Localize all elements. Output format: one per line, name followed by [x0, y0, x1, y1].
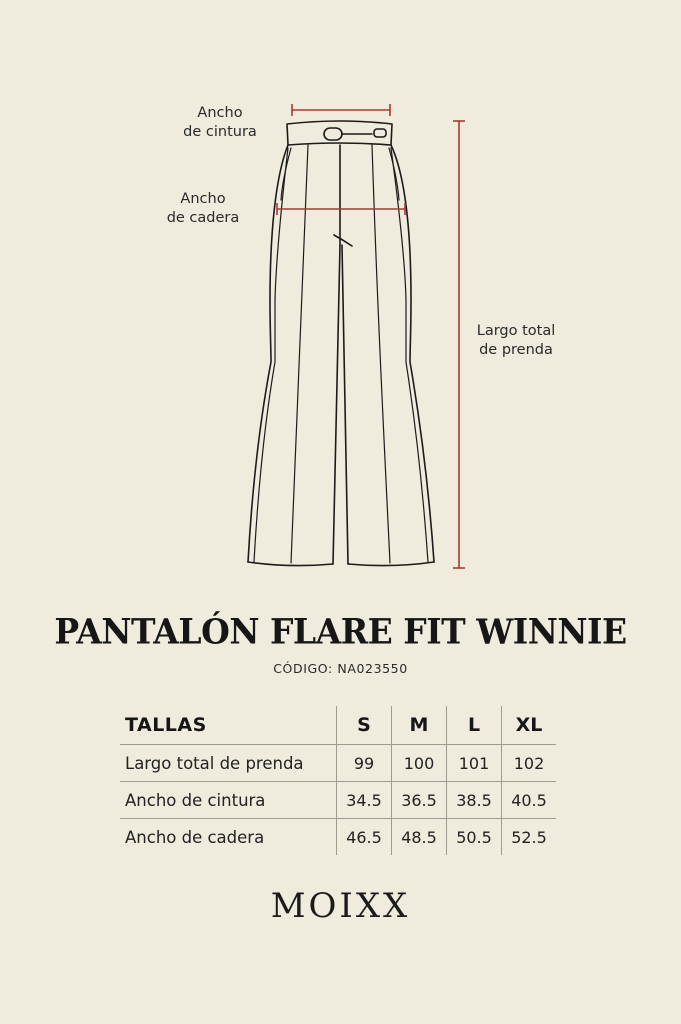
length-label — [466, 322, 566, 360]
table-cell: 36.5 — [392, 782, 447, 819]
table-row — [120, 745, 556, 782]
left-inseam — [333, 245, 340, 564]
size-l-header: L — [447, 706, 502, 745]
length-label-line1: Largo total — [476, 323, 556, 339]
hip-label — [153, 190, 253, 228]
hip-label-line1: Ancho — [180, 191, 226, 207]
size-xl-header: XL — [502, 706, 557, 745]
size-table-header — [120, 706, 556, 745]
right-inseam — [342, 245, 348, 564]
table-cell: 99 — [337, 745, 392, 782]
waist-label — [170, 104, 270, 142]
waist-measure-line — [292, 104, 390, 116]
sizes-header-label: TALLAS — [120, 706, 337, 745]
table-cell: 38.5 — [447, 782, 502, 819]
table-cell: 100 — [392, 745, 447, 782]
product-title: PANTALÓN FLARE FIT WINNIE — [54, 611, 627, 652]
waist-label-line2: de cintura — [183, 124, 257, 140]
right-hem — [348, 562, 434, 566]
right-leg-outline — [391, 145, 434, 562]
row-label: Ancho de cintura — [120, 782, 337, 819]
brand-logo: MOIXX — [270, 886, 411, 926]
waist-label-line1: Ancho — [197, 105, 243, 121]
length-measure-line — [453, 121, 465, 568]
hip-measure-line — [277, 203, 405, 215]
table-cell: 34.5 — [337, 782, 392, 819]
table-cell: 52.5 — [502, 819, 557, 856]
table-cell: 50.5 — [447, 819, 502, 856]
table-row — [120, 819, 556, 856]
row-label: Ancho de cadera — [125, 827, 265, 847]
table-cell: 102 — [502, 745, 557, 782]
row-label: Largo total de prenda — [120, 745, 337, 782]
size-table — [120, 706, 556, 855]
table-cell: 101 — [447, 745, 502, 782]
product-code: CÓDIGO: NA023550 — [273, 661, 408, 676]
table-row — [120, 782, 556, 819]
waist-buckle — [324, 128, 342, 140]
size-s-header: S — [337, 706, 392, 745]
table-cell: 48.5 — [392, 819, 447, 856]
length-label-line2: de prenda — [479, 342, 553, 358]
table-cell: 46.5 — [337, 819, 392, 856]
size-m-header: M — [392, 706, 447, 745]
table-cell: 40.5 — [502, 782, 557, 819]
waistband — [287, 121, 392, 145]
hip-label-line2: de cadera — [166, 210, 240, 226]
